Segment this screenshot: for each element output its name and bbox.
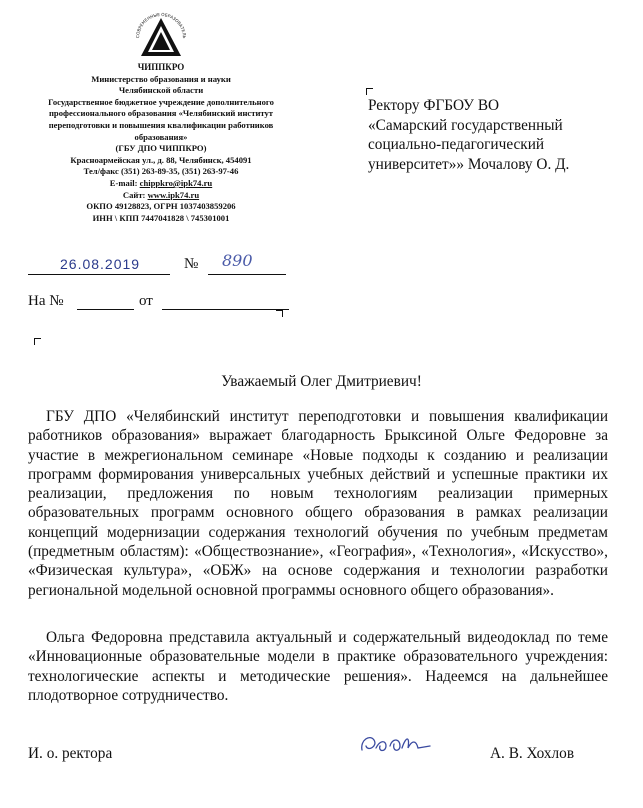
- email-link[interactable]: chippkro@ipk74.ru: [139, 177, 213, 188]
- ministry-line-1: Министерство образования и науки: [91, 73, 231, 84]
- addressee-block: [368, 96, 608, 174]
- okpo-line: ОКПО 49128823, ОГРН 1037403859206: [86, 201, 236, 212]
- logo-caption: ЧИППКРО: [137, 62, 185, 72]
- reference-number-underline: [77, 295, 134, 310]
- outgoing-date: 26.08.2019: [60, 256, 141, 272]
- institution-line-1: Государственное бюджетное учреждение дополнительного: [48, 96, 274, 107]
- email-line: E-mail: chippkro@ipk74.ru: [109, 177, 213, 188]
- phone-line: Тел/факс (351) 263-89-35, (351) 263-97-46: [83, 166, 239, 177]
- addressee-line-2: «Самарский государственный: [368, 116, 563, 134]
- institution-line-4: образования»: [134, 131, 188, 142]
- addressee-line-1: Ректору ФГБОУ ВО: [368, 97, 500, 114]
- letterhead: [20, 62, 302, 224]
- ministry-line-2: Челябинской области: [118, 85, 204, 96]
- addressee-line-3: социально-педагогический: [368, 136, 545, 153]
- handwritten-signature: [356, 726, 436, 760]
- body-paragraph-1: ГБУ ДПО «Челябинский институт переподготовки и повышения квалификации работников образования» выражает благодарность Брыксиной Ольге Федоровне за участие в межрегиональном семинаре «Новые подходы к созданию и реализации программ формирования универсальных учебных действий и успешные практики их реализации, предложения по новым технологиям реализации примерных образовательных программ основного общего образования в рамках реализации концепций модернизации содержания технологий обучения по учебным предметам (предметным областям): «Обществознание», «География», «Технология», «Искусство», «Физическая культура», «ОБЖ» на основе содержания и технологии разработки региональной модельной основной программы основного общего образования».: [28, 408, 608, 599]
- reference-from-label: от: [139, 293, 153, 309]
- corner-mark-addressee: [366, 88, 373, 95]
- institution-abbr: (ГБУ ДПО ЧИППКРО): [115, 143, 207, 154]
- body-paragraph-2: Ольга Федоровна представила актуальный и содержательный видеодоклад по теме «Инновационные образовательные модели в практике образовательного учреждения: технологические аспекты и методические решения». Надеемся на дальнейшее плодотворное сотрудничество.: [28, 629, 608, 704]
- site-line: Сайт: www.ipk74.ru: [122, 189, 200, 200]
- number-sign: №: [184, 256, 199, 272]
- corner-mark-right: [276, 310, 283, 317]
- institution-line-2: профессионального образования «Челябинский институт: [48, 108, 274, 119]
- signatory-role: И. о. ректора: [28, 745, 113, 762]
- institution-line-3: переподготовки и повышения квалификации работников: [48, 119, 274, 130]
- site-link[interactable]: www.ipk74.ru: [147, 189, 200, 200]
- logo-ring-text: СОВРЕМЕННЫЕ ОБРАЗОВАТЕЛЬ: [134, 11, 188, 39]
- addressee-line-4: университет»» Мочалову О. Д.: [368, 155, 570, 173]
- outgoing-number: 890: [222, 251, 253, 270]
- reference-date-underline: [162, 295, 289, 310]
- greeting: Уважаемый Олег Дмитриевич!: [221, 373, 422, 390]
- address-line: Красноармейская ул., д. 88, Челябинск, 454091: [70, 154, 252, 165]
- institute-logo: [131, 4, 191, 64]
- corner-mark-left: [34, 338, 41, 345]
- reference-label: На №: [28, 293, 64, 309]
- signatory-name: А. В. Хохлов: [490, 745, 575, 762]
- inn-line: ИНН \ КПП 7447041828 \ 745301001: [92, 212, 230, 223]
